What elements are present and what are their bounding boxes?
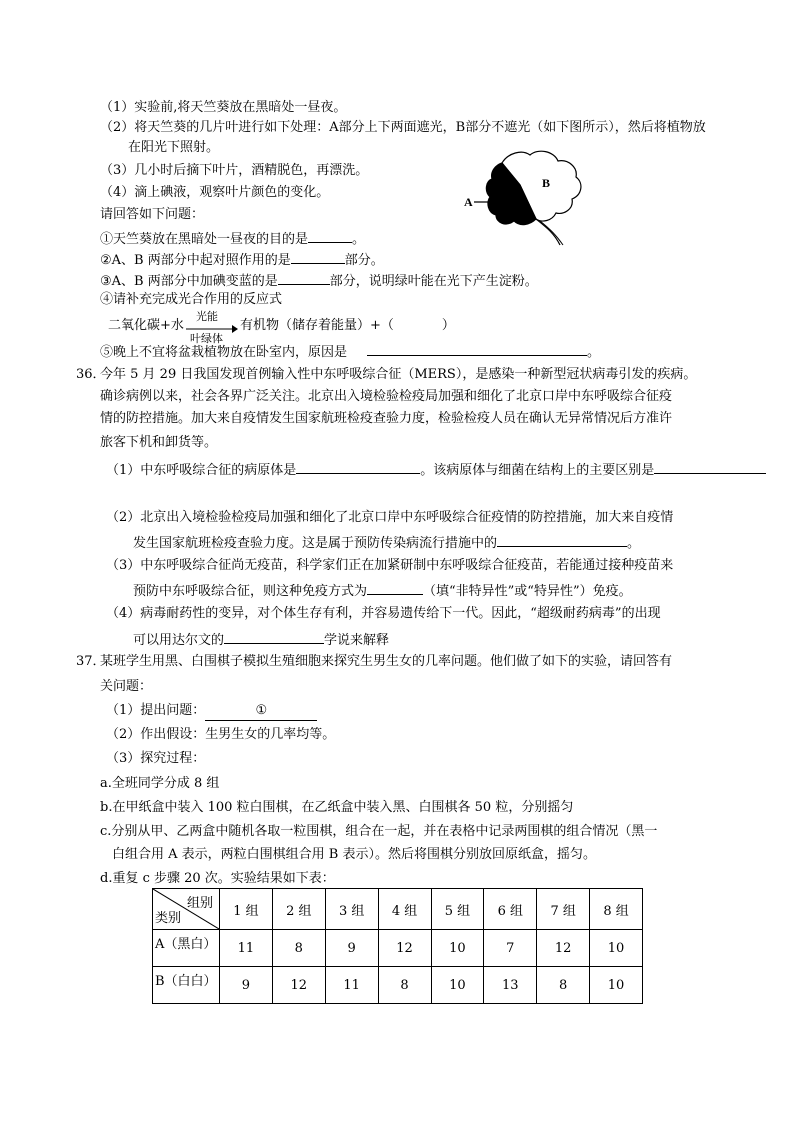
q37-step-b: b.在甲纸盒中装入 100 粒白围棋，在乙纸盒中装入黑、白围棋各 50 粒，分别摇匀 bbox=[100, 800, 574, 815]
q36-stem-line-4: 旅客下机和卸货等。 bbox=[100, 435, 218, 450]
table-cell: 7 bbox=[484, 930, 537, 967]
q37-step-a: a.全班同学分成 8 组 bbox=[100, 776, 220, 791]
results-table bbox=[152, 888, 643, 1004]
table-cell: 8 bbox=[272, 930, 325, 967]
table-cell: 9 bbox=[220, 967, 273, 1004]
table-cell: 10 bbox=[431, 967, 484, 1004]
step-4: （4）滴上碘液，观察叶片颜色的变化。 bbox=[100, 185, 330, 200]
q36-blank-1[interactable] bbox=[296, 459, 420, 474]
q37-step-d: d.重复 c 步骤 20 次。实验结果如下表： bbox=[100, 871, 335, 886]
answer-blank-1[interactable] bbox=[308, 228, 352, 243]
table-cell: 10 bbox=[590, 930, 643, 967]
step-1: （1）实验前,将天竺葵放在黑暗处一昼夜。 bbox=[100, 100, 347, 115]
q36-blank-3[interactable] bbox=[497, 532, 627, 547]
table-header: 8 组 bbox=[590, 889, 643, 930]
corner-label-category: 类别 bbox=[155, 911, 182, 926]
prompt: 请回答如下问题： bbox=[100, 207, 205, 222]
q37-stem-line-2: 关问题： bbox=[100, 679, 153, 694]
q37-part-2: （2）作出假设：生男生女的几率均等。 bbox=[106, 727, 336, 742]
table-header: 3 组 bbox=[325, 889, 378, 930]
table-cell: 12 bbox=[378, 930, 431, 967]
table-header: 2 组 bbox=[272, 889, 325, 930]
table-cell: 11 bbox=[325, 967, 378, 1004]
q36-part-3-line-1: （3）中东呼吸综合征尚无疫苗，科学家们正在加紧研制中东呼吸综合征疫苗，若能通过接种疫苗来 bbox=[106, 558, 674, 573]
table-cell: 10 bbox=[431, 930, 484, 967]
q36-blank-2[interactable] bbox=[654, 459, 766, 474]
question-3: ③A、B 两部分中加碘变蓝的是 部分，说明绿叶能在光下产生淀粉。 bbox=[100, 270, 538, 291]
q36-part-2-line-1: （2）北京出入境检验检疫局加强和细化了北京口岸中东呼吸综合征疫情的防控措施，加大来自疫情 bbox=[106, 510, 674, 525]
table-corner-cell bbox=[153, 889, 220, 930]
table-header: 5 组 bbox=[431, 889, 484, 930]
table-cell: 8 bbox=[537, 967, 590, 1004]
arrow-condition-chloroplast: 叶绿体 bbox=[190, 332, 223, 345]
table-header: 1 组 bbox=[220, 889, 273, 930]
table-cell: 10 bbox=[590, 967, 643, 1004]
label-a: A bbox=[464, 195, 473, 209]
q36-part-4-line-1: （4）病毒耐药性的变异，对个体生存有利，并容易遗传给下一代。因此，“超级耐药病毒”的出现 bbox=[106, 606, 661, 621]
q36-part-4-line-2: 可以用达尔文的 学说来解释 bbox=[133, 629, 389, 650]
table-header-row bbox=[153, 889, 643, 930]
question-1: ①天竺葵放在黑暗处一昼夜的目的是 。 bbox=[100, 228, 365, 249]
equation-right: 有机物（储存着能量）+（ ） bbox=[240, 318, 455, 333]
q36-blank-5[interactable] bbox=[224, 629, 324, 644]
step-2-line-1: （2）将天竺葵的几片叶进行如下处理：A部分上下两面遮光，B部分不遮光（如下图所示），然后将植物放 bbox=[100, 120, 706, 135]
table-cell: 8 bbox=[378, 967, 431, 1004]
table-header: 6 组 bbox=[484, 889, 537, 930]
q36-blank-4[interactable] bbox=[367, 580, 423, 595]
row-label: B（白白） bbox=[153, 967, 220, 1004]
reaction-arrow bbox=[186, 310, 238, 345]
table-cell: 13 bbox=[484, 967, 537, 1004]
leaf-stem bbox=[536, 219, 560, 245]
q36-part-3-line-2: 预防中东呼吸综合征，则这种免疫方式为 （填“非特异性”或“特异性”）免疫。 bbox=[133, 580, 632, 601]
q37-step-c-line-1: c.分别从甲、乙两盒中随机各取一粒围棋，组合在一起，并在表格中记录两围棋的组合情况（黑一 bbox=[100, 824, 658, 839]
table-cell: 12 bbox=[272, 967, 325, 1004]
row-label: A（黑白） bbox=[153, 930, 220, 967]
table-header: 4 组 bbox=[378, 889, 431, 930]
q37-part-1: （1）提出问题： ① bbox=[106, 702, 317, 721]
question-5: ⑤晚上不宜将盆栽植物放在卧室内，原因是 。 bbox=[100, 341, 600, 362]
table-header: 7 组 bbox=[537, 889, 590, 930]
corner-label-group: 组别 bbox=[186, 896, 213, 911]
arrow-condition-light: 光能 bbox=[196, 310, 218, 323]
step-3: （3）几小时后摘下叶片，酒精脱色，再漂洗。 bbox=[100, 163, 369, 178]
answer-blank-3[interactable] bbox=[278, 270, 330, 285]
label-b: B bbox=[542, 176, 551, 190]
question-2: ②A、B 两部分中起对照作用的是 部分。 bbox=[100, 249, 384, 270]
table-cell: 11 bbox=[220, 930, 273, 967]
step-2-line-2: 在阳光下照射。 bbox=[128, 140, 220, 155]
table-row bbox=[153, 967, 643, 1004]
answer-blank-5[interactable] bbox=[367, 341, 587, 356]
table-cell: 9 bbox=[325, 930, 378, 967]
q37-number: 37． bbox=[76, 654, 106, 669]
answer-blank-2[interactable] bbox=[291, 249, 345, 264]
q36-stem-line-1: 今年 5 月 29 日我国发现首例输入性中东呼吸综合征（MERS），是感染一种新型冠状病毒引发的疾病。 bbox=[100, 367, 697, 382]
q36-number: 36． bbox=[76, 367, 106, 382]
table-cell: 12 bbox=[537, 930, 590, 967]
equation-left: 二氧化碳+水 bbox=[108, 318, 184, 333]
q37-step-c-line-2: 白组合用 A 表示，两粒白围棋组合用 B 表示）。然后将围棋分别放回原纸盒，摇匀。 bbox=[112, 847, 596, 862]
q36-stem-line-3: 情的防控措施。加大来自疫情发生国家航班检疫查验力度，检验检疫人员在确认无异常情况后方准许 bbox=[100, 411, 673, 426]
table-row bbox=[153, 930, 643, 967]
q37-blank-1[interactable]: ① bbox=[205, 702, 317, 721]
question-4: ④请补充完成光合作用的反应式 bbox=[100, 292, 283, 307]
leaf-diagram bbox=[460, 145, 590, 250]
q37-part-3: （3）探究过程： bbox=[106, 751, 206, 766]
q36-part-1: （1）中东呼吸综合征的病原体是 。该病原体与细菌在结构上的主要区别是 bbox=[106, 459, 766, 480]
q37-stem-line-1: 某班学生用黑、白围棋子模拟生殖细胞来探究生男生女的几率问题。他们做了如下的实验，请回答有 bbox=[100, 654, 673, 669]
q36-part-2-line-2: 发生国家航班检疫查验力度。这是属于预防传染病流行措施中的 。 bbox=[133, 532, 640, 553]
q36-stem-line-2: 确诊病例以来，社会各界广泛关注。北京出入境检验检疫局加强和细化了北京口岸中东呼吸综合征疫 bbox=[100, 389, 673, 404]
